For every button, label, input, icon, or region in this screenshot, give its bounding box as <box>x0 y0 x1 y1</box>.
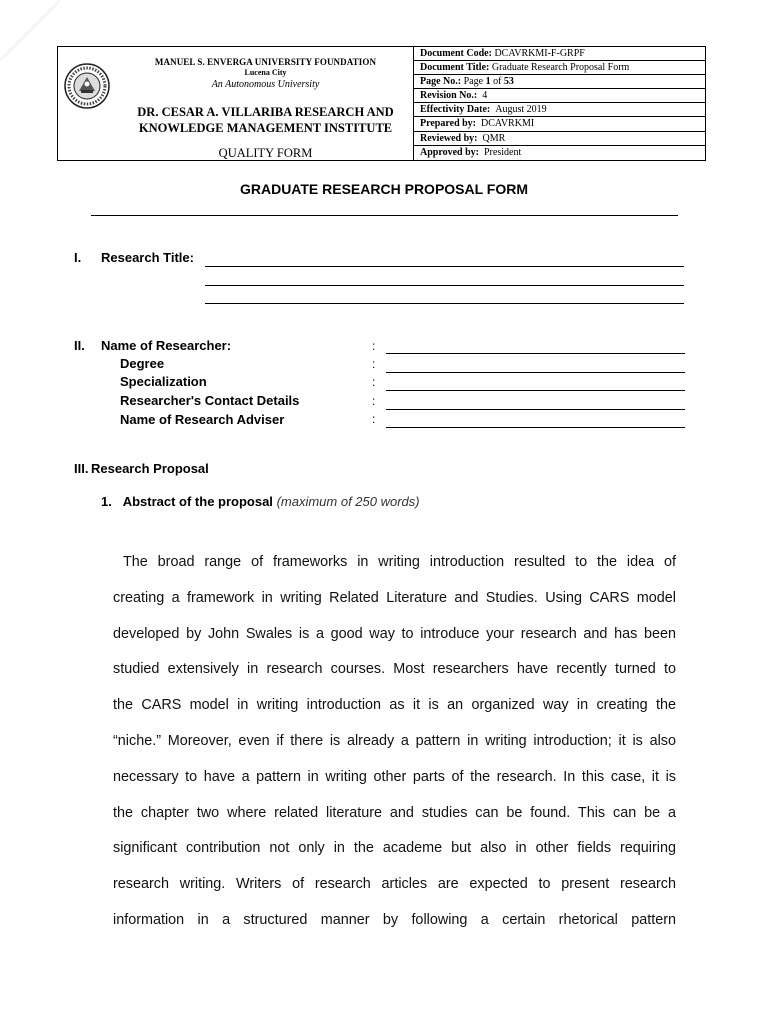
abstract-line: necessary to have a pattern in writing other parts of the research. In this case, it is <box>113 768 676 785</box>
quality-form-label: QUALITY FORM <box>218 146 313 160</box>
document-info-cell <box>414 47 705 160</box>
institute-name-line1: DR. CESAR A. VILLARIBA RESEARCH AND <box>137 105 394 119</box>
doc-info-label: Approved by: <box>420 146 479 158</box>
research-title-line-3[interactable] <box>205 303 684 304</box>
university-name: MANUEL S. ENVERGA UNIVERSITY FOUNDATION <box>154 57 377 67</box>
page-current: 1 <box>485 76 491 88</box>
institute-name <box>98 104 433 136</box>
abstract-line: research writing. Writers of research articles are expected to present research <box>113 876 676 893</box>
university-status: An Autonomous University <box>211 79 320 90</box>
field-colon: : <box>372 357 376 371</box>
page-total: 53 <box>503 76 514 88</box>
abstract-line: significant contribution not only in the academe but also in other fields requiring <box>113 840 676 857</box>
abstract-line: The broad range of frameworks in writing introduction resulted to the idea of <box>123 554 676 570</box>
doc-info-value: Page <box>463 76 484 88</box>
research-title-line-2[interactable] <box>205 285 684 286</box>
section-2-number: II. <box>74 338 85 353</box>
doc-info-label: Document Title: <box>420 62 490 74</box>
doc-info-label: Revision No.: <box>420 90 478 102</box>
header-institution-cell <box>58 47 414 160</box>
doc-info-row <box>414 61 705 75</box>
doc-info-row <box>414 75 705 89</box>
doc-info-row <box>414 146 705 160</box>
research-adviser-field[interactable] <box>386 427 685 428</box>
contact-details-field[interactable] <box>386 409 685 410</box>
research-title-line-1[interactable] <box>205 266 684 267</box>
doc-info-label: Effectivity Date: <box>420 104 491 116</box>
doc-info-value: 4 <box>482 90 488 102</box>
page-of: of <box>493 76 502 88</box>
doc-info-value: QMR <box>482 132 506 144</box>
degree-field[interactable] <box>386 372 685 373</box>
institute-name-line2: KNOWLEDGE MANAGEMENT INSTITUTE <box>138 121 393 135</box>
doc-info-value: August 2019 <box>495 104 547 116</box>
title-underline <box>91 215 678 216</box>
doc-info-row <box>414 47 705 61</box>
abstract-item <box>101 494 420 509</box>
degree-label: Degree <box>120 356 165 371</box>
form-title: GRADUATE RESEARCH PROPOSAL FORM <box>239 181 529 197</box>
doc-info-value: DCAVRKMI-F-GRPF <box>494 48 585 59</box>
page-corner-fold <box>0 0 60 60</box>
researcher-name-label: Name of Researcher: <box>101 338 232 353</box>
field-colon: : <box>372 375 376 389</box>
abstract-line: developed by John Swales is a good way to introduce your research and has been <box>113 625 676 642</box>
abstract-line: the chapter two where related literature and studies can be found. This can be a <box>113 804 676 821</box>
abstract-line: information in a structured manner by following a certain rhetorical pattern <box>113 911 676 928</box>
university-city: Lucena City <box>244 68 287 77</box>
section-3-number: III. <box>74 461 89 476</box>
doc-info-label: Prepared by: <box>420 118 477 130</box>
research-adviser-label: Name of Research Adviser <box>120 412 285 427</box>
doc-info-value: President <box>484 146 522 158</box>
doc-info-value: Graduate Research Proposal Form <box>491 62 630 74</box>
doc-info-label: Reviewed by: <box>420 132 478 144</box>
abstract-line: creating a framework in writing Related Literature and Studies. Using CARS model <box>113 589 676 606</box>
doc-info-row <box>414 103 705 117</box>
specialization-label: Specialization <box>120 374 207 389</box>
abstract-item-note: (maximum of 250 words) <box>276 494 420 509</box>
field-colon: : <box>372 412 376 426</box>
doc-info-label: Document Code: <box>420 48 492 59</box>
field-colon: : <box>372 339 376 353</box>
abstract-paragraph <box>113 545 676 939</box>
contact-details-label: Researcher's Contact Details <box>120 393 300 408</box>
field-colon: : <box>372 394 376 408</box>
abstract-line: “niche.” Moreover, even if there is already a pattern in writing introduction; it is also <box>113 732 676 749</box>
doc-info-row <box>414 132 705 146</box>
abstract-item-label: Abstract of the proposal <box>122 494 273 509</box>
research-title-label: Research Title: <box>101 250 194 265</box>
document-header <box>57 46 706 161</box>
researcher-name-field[interactable] <box>386 353 685 354</box>
abstract-line: the CARS model in writing introduction as it is an organized way in creating the <box>113 697 676 714</box>
doc-info-value: DCAVRKMI <box>481 118 535 130</box>
research-proposal-heading: Research Proposal <box>91 461 209 476</box>
abstract-line: studied extensively in research courses. Most researchers have recently turned to <box>113 661 676 678</box>
doc-info-label: Page No.: <box>420 76 462 88</box>
doc-info-row <box>414 89 705 103</box>
specialization-field[interactable] <box>386 390 685 391</box>
abstract-item-number: 1. <box>101 494 112 509</box>
section-1-number: I. <box>74 250 82 265</box>
doc-info-row <box>414 117 705 131</box>
